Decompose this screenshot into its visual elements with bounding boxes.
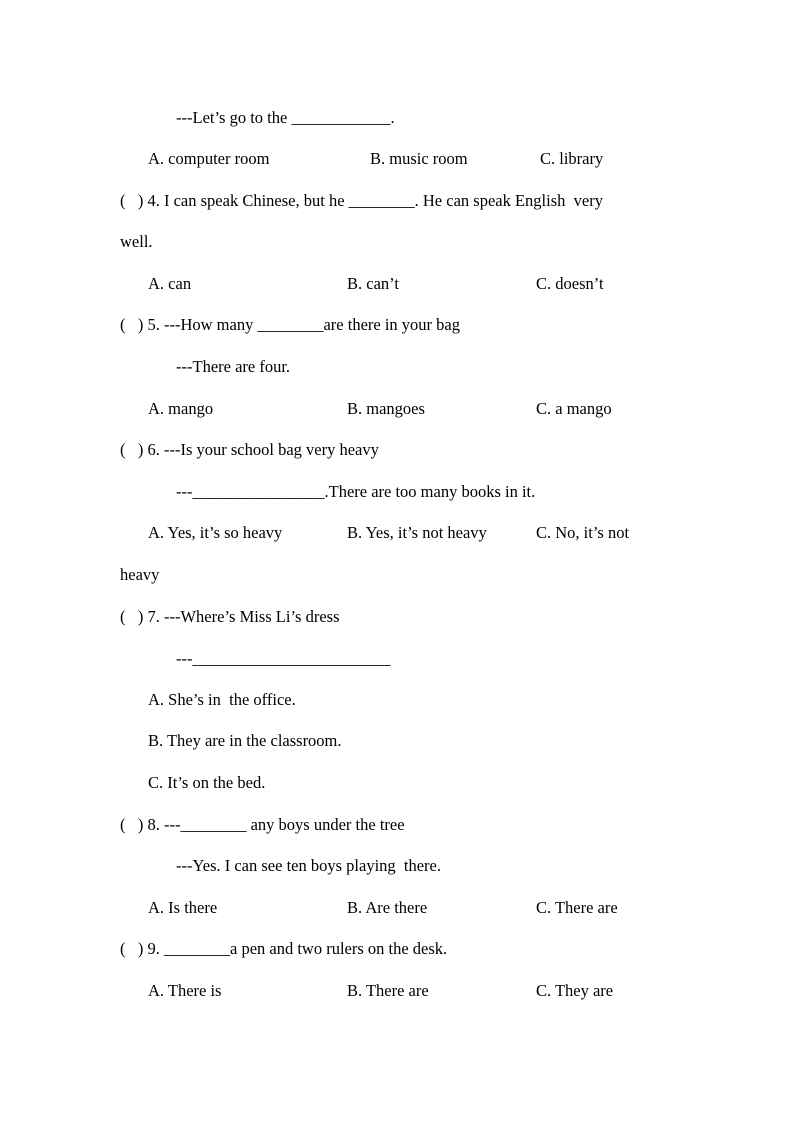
- q8-option-b: B. Are there: [347, 898, 428, 917]
- q6-response-line: ---________________.There are too many books in it.: [176, 482, 536, 501]
- q8-option-c: C. There are: [536, 898, 618, 917]
- q8-response-line: ---Yes. I can see ten boys playing there.: [176, 856, 441, 875]
- q9-option-c: C. They are: [536, 981, 614, 1000]
- q3-option-c: C. library: [540, 149, 604, 168]
- q5-option-a: A. mango: [148, 399, 214, 418]
- q5-option-b: B. mangoes: [347, 399, 425, 418]
- q7-prompt: ( ) 7. ---Where’s Miss Li’s dress: [120, 607, 340, 626]
- q3-option-b: B. music room: [370, 149, 468, 168]
- q6-option-a: A. Yes, it’s so heavy: [148, 523, 283, 542]
- q6-option-c: C. No, it’s not: [536, 523, 630, 542]
- q5-prompt: ( ) 5. ---How many ________are there in your bag: [120, 315, 460, 334]
- q9-option-a: A. There is: [148, 981, 222, 1000]
- q6-option-b: B. Yes, it’s not heavy: [347, 523, 487, 542]
- q4-option-a: A. can: [148, 274, 192, 293]
- q7-option-b: B. They are in the classroom.: [148, 731, 342, 750]
- q8-option-a: A. Is there: [148, 898, 218, 917]
- q7-response-line: ---________________________: [176, 649, 391, 668]
- q3-response-line: ---Let’s go to the ____________.: [176, 108, 395, 127]
- q5-response-line: ---There are four.: [176, 357, 291, 376]
- q8-prompt: ( ) 8. ---________ any boys under the tree: [120, 815, 405, 834]
- q4-prompt-wrap: well.: [120, 232, 153, 251]
- q7-option-c: C. It’s on the bed.: [148, 773, 266, 792]
- q4-option-b: B. can’t: [347, 274, 399, 293]
- q4-prompt: ( ) 4. I can speak Chinese, but he ________. He can speak English very: [120, 191, 603, 210]
- q5-option-c: C. a mango: [536, 399, 612, 418]
- q7-option-a: A. She’s in the office.: [148, 690, 296, 709]
- q4-option-c: C. doesn’t: [536, 274, 604, 293]
- q3-option-a: A. computer room: [148, 149, 270, 168]
- q6-prompt: ( ) 6. ---Is your school bag very heavy: [120, 440, 379, 459]
- q6-option-c-wrap: heavy: [120, 565, 160, 584]
- q9-option-b: B. There are: [347, 981, 429, 1000]
- q9-prompt: ( ) 9. ________a pen and two rulers on the desk.: [120, 939, 448, 958]
